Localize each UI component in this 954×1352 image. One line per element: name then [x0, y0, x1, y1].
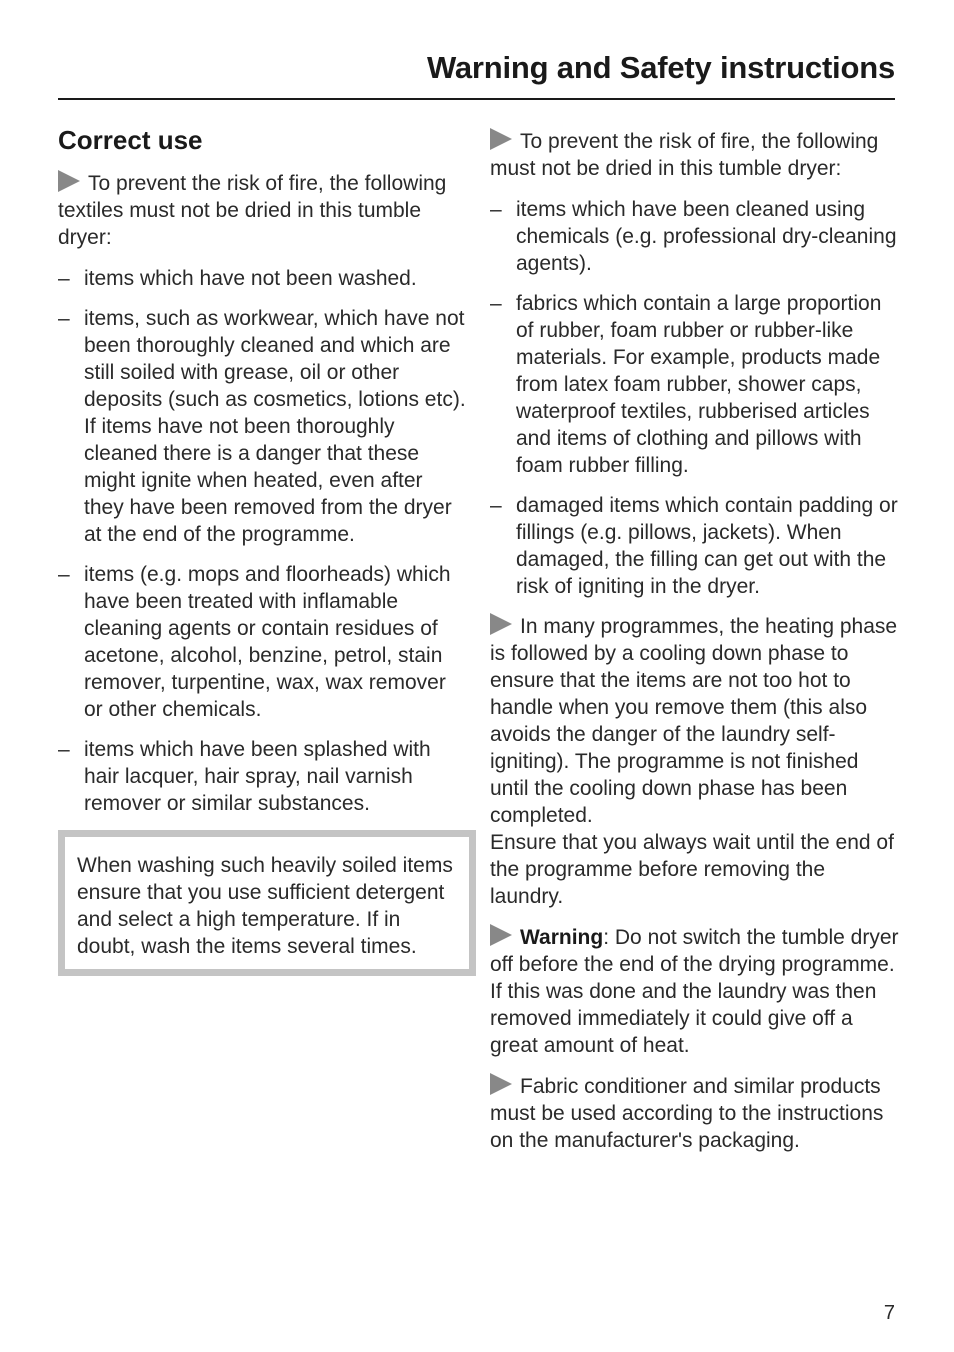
- textiles-list: [58, 265, 466, 817]
- list-item-text: items which have been cleaned using chemicals (e.g. professional dry-cleaning agents).: [516, 198, 897, 275]
- dash-bullet: –: [490, 198, 502, 221]
- dash-bullet: –: [58, 267, 70, 290]
- intro-text: To prevent the risk of fire, the following textiles must not be dried in this tumble dryer:: [58, 172, 447, 249]
- list-item: [58, 736, 466, 817]
- page-title: Warning and Safety instructions: [426, 50, 895, 85]
- list-item: [490, 290, 900, 479]
- conditioner-text: Fabric conditioner and similar products must be used according to the instructions on the manufacturer's packaging.: [490, 1075, 884, 1152]
- list-item-text: items which have been splashed with hair lacquer, hair spray, nail varnish remover or similar substances.: [84, 738, 431, 815]
- list-item: [58, 305, 466, 548]
- list-item-text: items which have not been washed.: [84, 267, 417, 290]
- arrow-bullet-icon: [490, 128, 512, 150]
- cooling-text: In many programmes, the heating phase is followed by a cooling down phase to ensure that the items are not too hot to handle when you remove them (this also avoids the danger of the laundry self-igniting). The programme is not finished until the cooling down phase has been completed.: [490, 615, 898, 827]
- cooling-text-2: Ensure that you always wait until the end of the programme before removing the laundry.: [490, 831, 894, 908]
- warning-paragraph: [490, 924, 900, 1059]
- list-item-text: items (e.g. mops and floorheads) which have been treated with inflamable cleaning agents or contain residues of acetone, alcohol, benzine, petrol, stain remover, turpentine, wax, wax remover or other chemicals.: [84, 563, 451, 721]
- left-column: [58, 124, 466, 976]
- right-column: [490, 128, 900, 1168]
- list-item: [490, 196, 900, 277]
- arrow-bullet-icon: [490, 924, 512, 946]
- dash-bullet: –: [58, 307, 70, 330]
- section-heading: Correct use: [58, 125, 203, 155]
- dash-bullet: –: [490, 494, 502, 517]
- arrow-bullet-icon: [490, 1073, 512, 1095]
- dash-bullet: –: [490, 292, 502, 315]
- warning-label: Warning: [520, 926, 604, 949]
- intro-text: To prevent the risk of fire, the following must not be dried in this tumble dryer:: [490, 130, 879, 180]
- fire-risk-textiles-intro: [58, 170, 466, 251]
- dash-bullet: –: [58, 738, 70, 761]
- list-item: [490, 492, 900, 600]
- fire-risk-items-intro: [490, 128, 900, 182]
- items-list: [490, 196, 900, 600]
- arrow-bullet-icon: [58, 170, 80, 192]
- cooling-phase-paragraph: [490, 613, 900, 910]
- list-item: [58, 265, 466, 292]
- dash-bullet: –: [58, 563, 70, 586]
- title-rule: [58, 98, 895, 100]
- note-text: When washing such heavily soiled items ensure that you use sufficient detergent and select a high temperature. If in doubt, wash the items several times.: [77, 854, 453, 958]
- list-item: [58, 561, 466, 723]
- conditioner-paragraph: [490, 1073, 900, 1154]
- warning-text: : Do not switch the tumble dryer off before the end of the drying programme. If this was done and the laundry was then removed immediately it could give off a great amount of heat.: [490, 926, 899, 1057]
- list-item-text: fabrics which contain a large proportion of rubber, foam rubber or rubber-like materials. For example, products made from latex foam rubber, shower caps, waterproof textiles, rubberised articles and items of clothing and pillows with foam rubber filling.: [516, 292, 882, 477]
- arrow-bullet-icon: [490, 613, 512, 635]
- list-item-text: items, such as workwear, which have not been thoroughly cleaned and which are still soiled with grease, oil or other deposits (such as cosmetics, lotions etc).: [84, 307, 466, 411]
- note-box: [58, 830, 476, 976]
- page-number: 7: [883, 1302, 895, 1324]
- list-item-text: damaged items which contain padding or fillings (e.g. pillows, jackets). When damaged, the filling can get out with the risk of igniting in the dryer.: [516, 494, 898, 598]
- list-item-extra-text: If items have not been thoroughly cleaned there is a danger that these might ignite when heated, even after they have been removed from the dryer at the end of the programme.: [84, 415, 452, 546]
